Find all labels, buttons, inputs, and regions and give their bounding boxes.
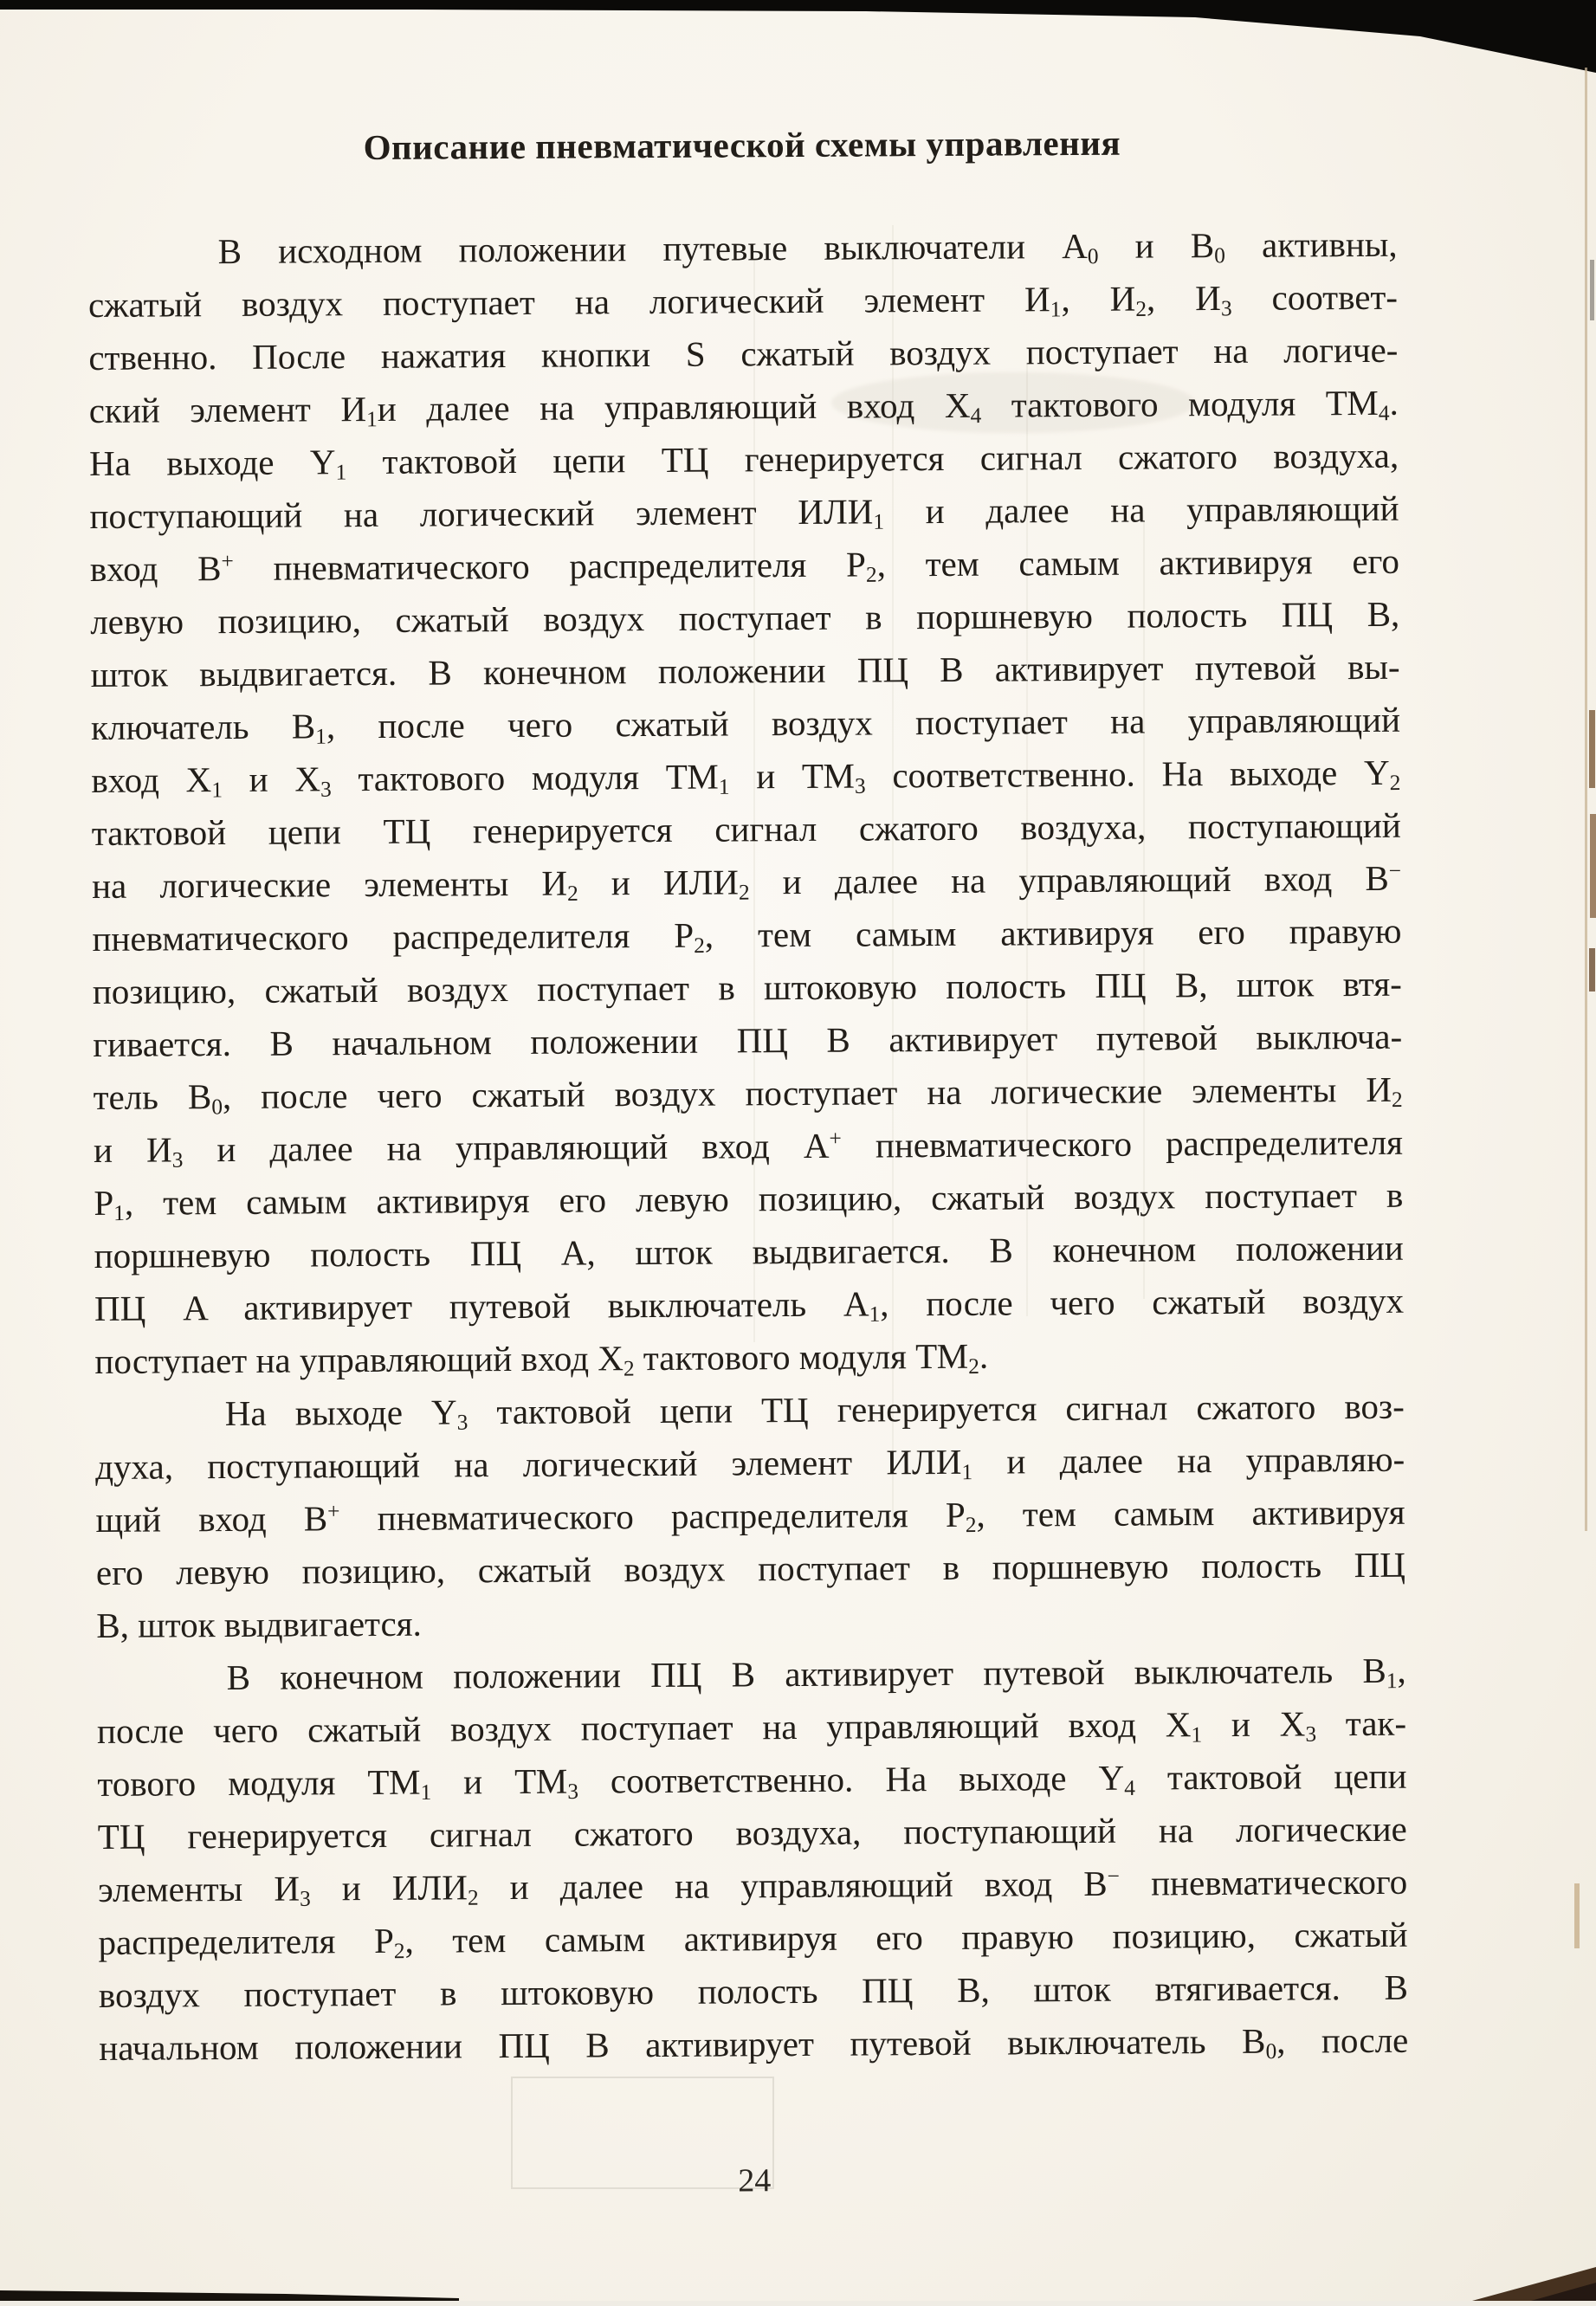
page-title: Описание пневматической схемы управления: [363, 122, 1121, 168]
text-line: начальном положении ПЦ B активирует путевой выключатель $B_0$, после: [99, 2019, 1409, 2068]
text-line: На выходе $Y_1$ тактовой цепи ТЦ генерируется сигнал сжатого воздуха,: [88, 435, 1399, 485]
text-line: $P_1$, тем самым активируя его левую позицию, сжатый воздух поступает в: [94, 1174, 1404, 1226]
body-text: [87, 218, 1408, 2075]
text-line: На выходе $Y_3$ тактовой цепи ТЦ генерируется сигнал сжатого воз-: [224, 1386, 1405, 1435]
page-number: 24: [738, 2162, 772, 2199]
text-line: ственно. После нажатия кнопки S сжатый воздух поступает на логиче-: [88, 329, 1399, 378]
text-line: гивается. В начальном положении ПЦ B активирует путевой выключа-: [93, 1016, 1403, 1064]
text-line: распределителя $P_2$, тем самым активируя его правую позицию, сжатый: [98, 1914, 1408, 1964]
text-line: элементы $И_3$ и $ИЛИ_2$ и далее на управляющий вход B− пневматического: [98, 1861, 1408, 1911]
text-line: щий вход B+ пневматического распределителя $P_2$, тем самым активируя: [95, 1491, 1405, 1540]
text-line: сжатый воздух поступает на логический элемент $И_1$, $И_2$, $И_3$ соответ-: [87, 276, 1399, 325]
text-line: поршневую полость ПЦ A, шток выдвигается. В конечном положении: [94, 1227, 1404, 1276]
text-line: ский элемент $И_1и$ далее на управляющий вход $X_4$ тактового модуля $ТМ_4$.: [88, 382, 1399, 432]
text-line: В исходном положении путевые выключатели $A_0$ и $B_0$ активны,: [217, 223, 1398, 272]
text-line: его левую позицию, сжатый воздух поступает в поршневую полость ПЦ: [95, 1544, 1406, 1592]
text-line: пневматического распределителя $P_2$, тем самым активируя его правую: [92, 910, 1402, 959]
text-line: тель $B_0$, после чего сжатый воздух поступает на логические элементы $И_2$: [93, 1069, 1403, 1120]
text-line: духа, поступающий на логический элемент $ИЛИ_1$ и далее на управляю-: [95, 1438, 1405, 1487]
text-line: ТЦ генерируется сигнал сжатого воздуха, поступающий на логические: [97, 1808, 1407, 1857]
text-line: ПЦ A активирует путевой выключатель $A_1$, после чего сжатый воздух: [94, 1280, 1405, 1328]
text-line: поступающий на логический элемент $ИЛИ_1$ и далее на управляющий: [89, 488, 1399, 536]
text-line: вход $X_1$ и $X_3$ тактового модуля $ТМ_1$ и $ТМ_3$ соответственно. На выходе $Y_2$: [91, 752, 1401, 803]
text-line: тактовой цепи ТЦ генерируется сигнал сжатого воздуха, поступающий: [91, 804, 1401, 853]
text-line: на логические элементы $И_2$ и $ИЛИ_2$ и далее на управляющий вход B−: [91, 857, 1402, 906]
text-line: тового модуля $ТМ_1$ и $ТМ_3$ соответственно. На выходе $Y_4$ тактовой цепи: [97, 1755, 1407, 1805]
text-line: вход B+ пневматического распределителя $P_2$, тем самым активируя его: [89, 540, 1400, 589]
text-line: ключатель $B_1$, после чего сжатый воздух поступает на управляющий: [90, 699, 1401, 749]
text-line: поступает на управляющий вход $X_2$ тактового модуля $ТМ_2$.: [94, 1335, 989, 1381]
text-line: и $И_3$ и далее на управляющий вход A+ пневматического распределителя: [93, 1121, 1404, 1172]
text-line: левую позицию, сжатый воздух поступает в поршневую полость ПЦ B,: [90, 593, 1400, 642]
text-line: воздух поступает в штоковую полость ПЦ B, шток втягивается. В: [98, 1967, 1409, 2015]
text-line: шток выдвигается. В конечном положении ПЦ B активирует путевой вы-: [90, 646, 1400, 694]
text-line: B, шток выдвигается.: [96, 1603, 422, 1645]
text-line: позицию, сжатый воздух поступает в штоковую полость ПЦ B, шток втя-: [92, 963, 1402, 1011]
text-line: после чего сжатый воздух поступает на управляющий вход $X_1$ и $X_3$ так-: [96, 1702, 1407, 1751]
text-line: В конечном положении ПЦ B активирует путевой выключатель $B_1$,: [226, 1650, 1406, 1698]
